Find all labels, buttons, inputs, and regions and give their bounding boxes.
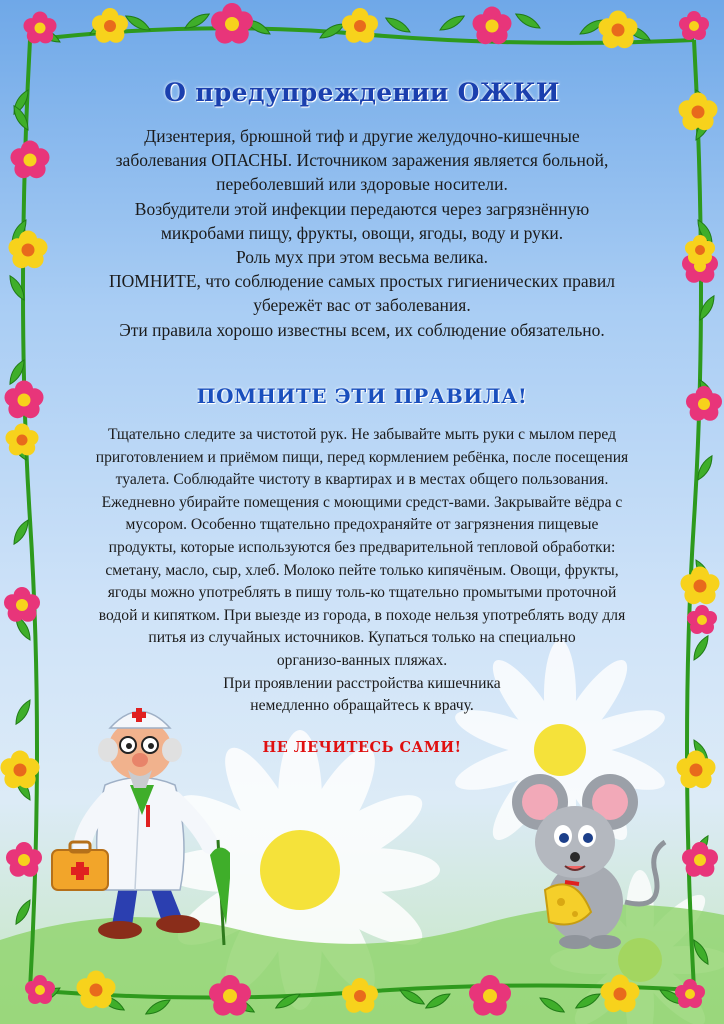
warning-text: НЕ ЛЕЧИТЕСЬ САМИ! <box>262 739 462 756</box>
rules-line: При проявлении расстройства кишечника <box>223 674 501 692</box>
rules-line: Тщательно следите за чистотой рук. Не забывайте мыть руки с мылом перед <box>107 426 617 443</box>
page-title: О предупреждении ОЖКИ <box>164 78 560 107</box>
intro-line: заболевания ОПАСНЫ. Источником заражения является больной, <box>115 150 609 171</box>
rules-line: продукты, которые используются без предварительной тепловой обработки: <box>108 538 616 556</box>
intro-line: убережёт вас от заболевания. <box>253 295 471 316</box>
rules-line: немедленно обращайтесь к врачу. <box>250 697 474 715</box>
intro-text <box>50 124 674 342</box>
intro-line: Возбудители этой инфекции передаются через загрязнённую <box>134 198 590 219</box>
rules-line: питья из случайных источников. Купаться только на специально <box>148 629 576 647</box>
rules-line: приготовлением и приёмом пищи, перед кормлением ребёнка, после посещения <box>95 448 629 466</box>
rules-line: Ежедневно убирайте помещения с моющими средст-вами. Закрывайте вёдра с <box>101 493 623 511</box>
intro-line: Дизентерия, брюшной тиф и другие желудочно-кишечные <box>144 126 580 146</box>
intro-line: переболевший или здоровые носители. <box>216 174 508 195</box>
rules-line: организо-ванных пляжах. <box>276 651 448 669</box>
intro-line: микробами пищу, фрукты, овощи, ягоды, воду и руки. <box>160 222 564 243</box>
intro-line: ПОМНИТЕ, что соблюдение самых простых гигиенических правил <box>109 271 615 292</box>
intro-line: Эти правила хорошо известны всем, их соблюдение обязательно. <box>119 319 605 340</box>
mouse-illustration-icon <box>505 762 680 952</box>
rules-line: сметану, масло, сыр, хлеб. Молоко пейте только кипячёным. Овощи, фрукты, <box>105 561 619 579</box>
rules-line: водой и кипятком. При выезде из города, в походе нельзя употреблять воду для <box>98 606 626 624</box>
rules-line: мусором. Особенно тщательно предохраняйте от загрязнения пищевые <box>125 516 599 534</box>
rules-text <box>62 424 662 718</box>
rules-heading: ПОМНИТЕ ЭТИ ПРАВИЛА! <box>196 384 528 408</box>
rules-line: туалета. Соблюдайте чистоту в квартирах и в местах общего пользования. <box>115 471 609 489</box>
doctor-illustration-icon <box>50 690 230 960</box>
intro-line: Роль мух при этом весьма велика. <box>235 247 489 268</box>
rules-line: ягоды можно употреблять в пишу толь-ко тщательно промытыми проточной <box>107 584 617 602</box>
